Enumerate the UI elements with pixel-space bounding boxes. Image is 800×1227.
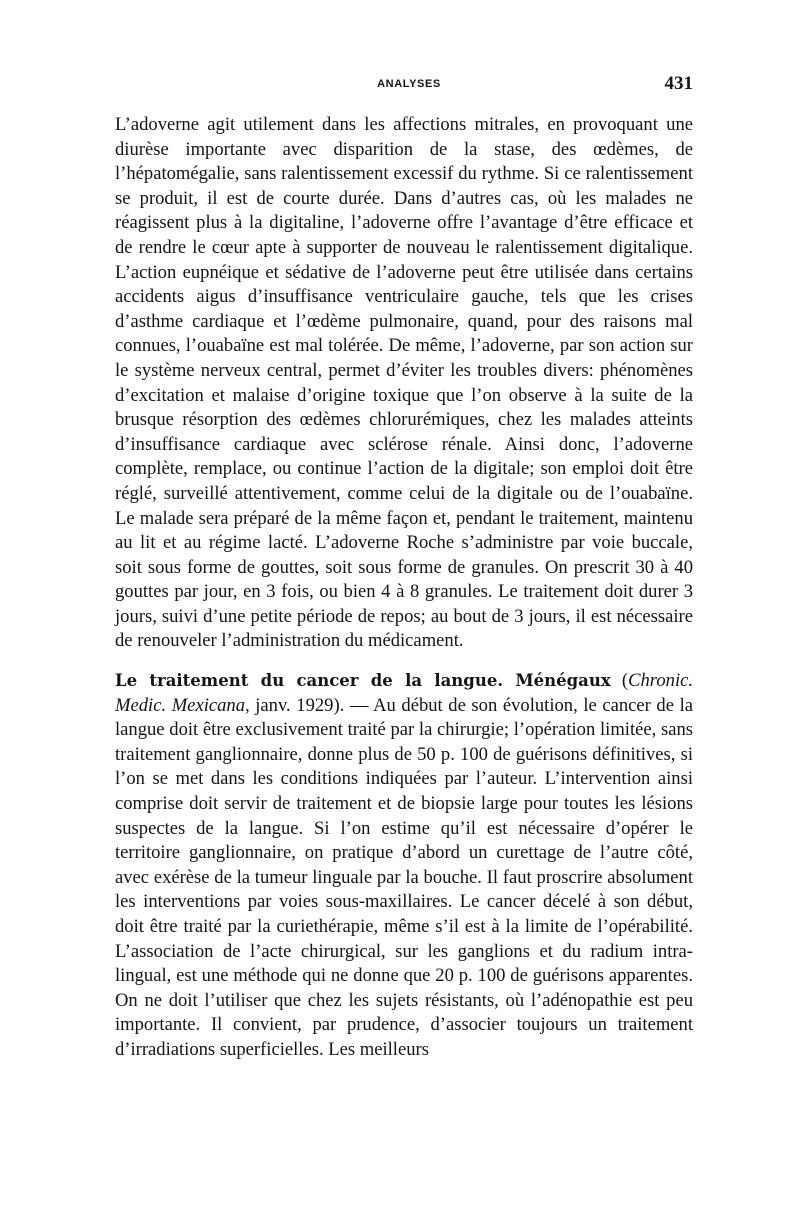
article-date: janv. 1929). [249, 694, 345, 716]
article-text: Au début de son évolution, le cancer de la langue doit être exclusivement traité par la chirurgie; l’opération limitée, sans traitement ganglionnaire, donne plus de 50 p. 100 de guérisons définitives, si l’on se met dans les conditions indiquées par l’auteur. L’intervention ainsi comprise doit servir de traitement et de biopsie large pour toutes les lésions suspectes de la langue. Si l’on estime qu’il est nécessaire d’opérer le territoire ganglionnaire, on pratique d’abord un curettage de l’autre côté, avec exérèse de la tumeur linguale par la bouche. Il faut proscrire absolument les interventions par voies sous-maxillaires. Le cancer décelé à son début, doit être traité par la curiethérapie, même s’il est à la limite de l’opérabilité. L’association de l’acte chirurgical, sur les ganglions et du radium intra-lingual, est une méthode qui ne donne que 20 p. 100 de guérisons apparentes. On ne doit l’utiliser que chez les sujets résistants, où l’adénopathie est peu importante. Il convient, par prudence, d’associer toujours un traitement d’irradiations superficielles. Les meilleurs [115, 694, 693, 1060]
body-text [115, 113, 693, 1063]
page-number: 431 [664, 73, 693, 94]
article-title: Le traitement du cancer de la langue. Ménégaux [115, 671, 611, 691]
running-title: ANALYSES [377, 78, 441, 90]
running-head [115, 73, 693, 98]
article-source: Chronic. Medic. Mexicana, [115, 670, 694, 716]
paragraph-cancer-langue: Le traitement du cancer de la langue. Ménégaux (Chronic. Medic. Mexicana, janv. 1929). — Au début de son évolution, le cancer de la langue doit être exclusivement traité par la chirurgie; l’opération limitée, sans traitement ganglionnaire, donne plus de 50 p. 100 de guérisons définitives, si l’on se met dans les conditions indiquées par l’auteur. L’intervention ainsi comprise doit servir de traitement et de biopsie large pour toutes les lésions suspectes de la langue. Si l’on estime qu’il est nécessaire d’opérer le territoire ganglionnaire, on pratique d’abord un curettage de l’autre côté, avec exérèse de la tumeur linguale par la bouche. Il faut proscrire absolument les interventions par voies sous-maxillaires. Le cancer décelé à son début, doit être traité par la curiethérapie, même s’il est à la limite de l’opérabilité. L’association de l’acte chirurgical, sur les ganglions et du radium intra-lingual, est une méthode qui ne donne que 20 p. 100 de guérisons apparentes. On ne doit l’utiliser que chez les sujets résistants, où l’adénopathie est peu importante. Il convient, par prudence, d’associer toujours un traitement d’irradiations superficielles. Les meilleurs [115, 670, 694, 1060]
em-dash: — [344, 694, 374, 716]
paragraph-adoverne: L’adoverne agit utilement dans les affections mitrales, en provoquant une diurèse importante avec disparition de la stase, des œdèmes, de l’hépatomégalie, sans ralentissement excessif du rythme. Si ce ralentissement se produit, il est de courte durée. Dans d’autres cas, où les malades ne réagissent plus à la digitaline, l’adoverne offre l’avantage d’être efficace et de rendre le cœur apte à supporter de nouveau le ralentissement digitalique. L’action eupnéique et sédative de l’adoverne peut être utilisée dans certains accidents aigus d’insuffisance ventriculaire gauche, tels que les crises d’asthme cardiaque et l’œdème pulmonaire, quand, pour des raisons mal connues, l’ouabaïne est mal tolérée. De même, l’adoverne, par son action sur le système nerveux central, permet d’éviter les troubles divers: phénomènes d’excitation et malaise d’origine toxique que l’on observe à la suite de la brusque résorption des œdèmes chlorurémiques, chez les malades atteints d’insuffisance cardiaque avec sclérose rénale. Ainsi donc, l’adoverne complète, remplace, ou continue l’action de la digitale; son emploi doit être réglé, surveillé attentivement, comme celui de la digitale ou de l’ouabaïne. Le malade sera préparé de la même façon et, pendant le traitement, maintenu au lit et au régime lacté. L’adoverne Roche s’administre par voie buccale, soit sous forme de gouttes, soit sous forme de granules. On prescrit 30 à 40 gouttes par jour, en 3 fois, ou bien 4 à 8 granules. Le traitement doit durer 3 jours, suivi d’une petite période de repos; au bout de 3 jours, il est nécessaire de renouveler l’administration du médicament. [115, 114, 693, 652]
